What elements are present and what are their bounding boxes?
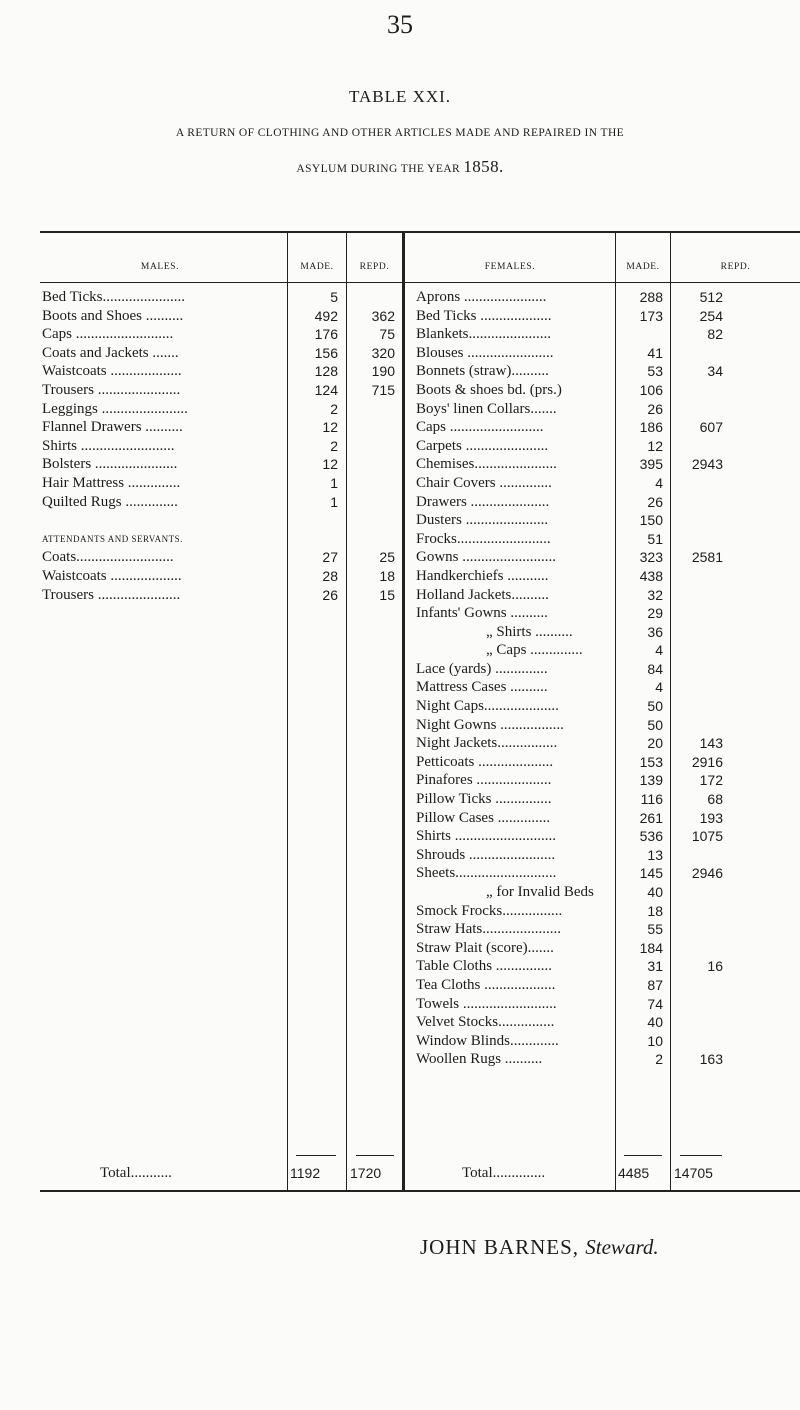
females-item-cell: Shirts ........................... [416, 828, 557, 845]
females-made-cell: 84 [647, 660, 663, 677]
females-item-cell: Holland Jackets.......... [416, 586, 549, 603]
males-repd-cell [347, 474, 395, 493]
females-repd-cell: 172 [699, 772, 723, 789]
males-made-cell: 12 [322, 419, 338, 436]
males-made-column [288, 288, 338, 604]
females-item-cell: Carpets ...................... [416, 437, 549, 454]
females-item-cell: Pillow Ticks ............... [416, 791, 552, 808]
males-made-cell: 27 [322, 549, 338, 566]
females-repd-cell [671, 567, 723, 586]
females-repd-cell [671, 976, 723, 995]
females-item-cell: Night Jackets................ [416, 735, 558, 752]
males-item-cell: Trousers ...................... [42, 381, 181, 398]
females-item-cell: Table Cloths ............... [416, 958, 553, 975]
males-item-cell: Caps .......................... [42, 326, 174, 343]
females-item-cell: Mattress Cases .......... [416, 679, 548, 696]
males-item-cell: Coats and Jackets ....... [42, 344, 179, 361]
females-item-cell: Chemises...................... [416, 456, 557, 473]
females-made-cell: 32 [647, 586, 663, 603]
females-made-cell: 36 [647, 623, 663, 640]
males-made-cell: 2 [330, 437, 338, 454]
females-repd-cell [671, 530, 723, 549]
females-made-cell: 288 [639, 289, 663, 305]
females-made-cell: 50 [647, 716, 663, 733]
males-repd-cell [347, 400, 395, 419]
males-made-cell: 156 [314, 344, 338, 361]
females-item-cell: Shrouds ....................... [416, 846, 556, 863]
females-made-cell: 173 [639, 307, 663, 324]
females-made-cell: 40 [647, 884, 663, 900]
females-made-cell: 55 [647, 921, 663, 938]
females-repd-cell: 607 [699, 419, 723, 436]
females-made-cell: 438 [639, 567, 663, 584]
males-repd-cell [347, 530, 395, 549]
signature-title: Steward. [585, 1235, 659, 1259]
females-made-cell: 536 [639, 828, 663, 845]
females-made-cell: 261 [639, 809, 663, 826]
males-repd-cell: 15 [379, 586, 395, 603]
males-made-cell: 176 [314, 326, 338, 343]
males-repd-cell: 18 [379, 567, 395, 584]
females-made-cell: 13 [647, 846, 663, 863]
males-made-cell: 28 [322, 567, 338, 584]
females-repd-cell: 512 [699, 289, 723, 305]
females-item-cell: Lace (yards) .............. [416, 660, 548, 677]
females-item-cell: Woollen Rugs .......... [416, 1051, 543, 1068]
females-repd-cell: 34 [707, 363, 723, 380]
females-repd-cell: 82 [707, 326, 723, 343]
males-item-cell: Coats.......................... [42, 549, 174, 566]
females-repd-cell: 2946 [691, 865, 723, 882]
females-repd-cell: 1075 [691, 828, 723, 845]
header-males: MALES. [140, 262, 180, 272]
males-repd-cell: 715 [371, 381, 395, 398]
males-item-cell: Waistcoats ................... [42, 363, 182, 380]
females-item-cell: Window Blinds............. [416, 1032, 559, 1049]
females-repd-cell [671, 902, 723, 921]
males-item-cell: Waistcoats ................... [42, 567, 182, 584]
females-made-cell: 41 [647, 344, 663, 361]
females-made-cell: 4 [655, 679, 663, 696]
females-made-cell: 18 [647, 902, 663, 919]
males-item-cell: Bed Ticks...................... [42, 289, 185, 305]
females-made-cell: 184 [639, 939, 663, 956]
females-item-cell: Blankets...................... [416, 326, 551, 343]
males-item-cell: Hair Mattress .............. [42, 474, 181, 491]
males-made-cell [288, 511, 338, 530]
males-repd-column [347, 288, 395, 604]
females-repd-cell: 193 [699, 809, 723, 826]
females-repd-cell [671, 846, 723, 865]
females-item-cell: Bonnets (straw).......... [416, 363, 549, 380]
females-made-cell: 139 [639, 772, 663, 789]
females-item-cell: Sheets........................... [416, 865, 557, 882]
females-repd-column [671, 288, 723, 1069]
females-item-cell: Pinafores .................... [416, 772, 552, 789]
signature-name: JOHN BARNES, [420, 1235, 580, 1259]
females-item-cell: Handkerchiefs ........... [416, 567, 549, 584]
females-made-total-rule [624, 1155, 662, 1156]
column-divider-center [402, 233, 405, 1190]
males-made-cell: 2 [330, 400, 338, 417]
males-repd-cell: 75 [379, 326, 395, 343]
males-made-cell: 1 [330, 474, 338, 491]
header-females-repd: REPD. [720, 262, 751, 272]
males-repd-cell: 190 [371, 363, 395, 380]
females-repd-cell [671, 1032, 723, 1051]
females-repd-cell: 163 [699, 1051, 723, 1068]
females-repd-cell [671, 716, 723, 735]
females-repd-cell: 143 [699, 735, 723, 752]
females-made-cell: 74 [647, 995, 663, 1012]
females-repd-cell [671, 344, 723, 363]
males-total-label: Total........... [100, 1165, 172, 1181]
males-made-cell: 128 [314, 363, 338, 380]
males-item-cell: Boots and Shoes .......... [42, 307, 184, 324]
females-made-cell: 150 [639, 512, 663, 529]
males-made-cell: 12 [322, 456, 338, 473]
females-repd-cell [671, 697, 723, 716]
females-item-column [416, 288, 612, 1069]
females-made-cell: 51 [647, 530, 663, 547]
females-item-cell: Petticoats .................... [416, 753, 554, 770]
signature [420, 1235, 659, 1260]
females-made-cell: 186 [639, 419, 663, 436]
females-made-cell: 4 [655, 474, 663, 491]
females-repd-cell [671, 623, 723, 642]
females-repd-cell: 2943 [691, 456, 723, 473]
males-made-cell: 26 [322, 586, 338, 603]
females-made-cell: 106 [639, 381, 663, 398]
males-item-cell [42, 511, 284, 530]
females-made-cell: 87 [647, 976, 663, 993]
males-repd-cell [347, 493, 395, 512]
header-males-made: MADE. [300, 262, 334, 272]
females-repd-cell [671, 400, 723, 419]
females-item-cell: Smock Frocks................ [416, 902, 563, 919]
males-made-cell: 1 [330, 493, 338, 510]
males-item-column [42, 288, 284, 604]
females-repd-cell: 68 [707, 791, 723, 808]
males-made-cell: 492 [314, 307, 338, 324]
subtitle-text: ASYLUM DURING THE YEAR [296, 163, 461, 175]
header-females: FEMALES. [484, 262, 536, 272]
females-made-cell: 50 [647, 698, 663, 715]
females-repd-cell [671, 660, 723, 679]
females-total-made: 4485 [618, 1165, 650, 1181]
females-item-cell: „ for Invalid Beds [486, 884, 594, 900]
males-repd-cell [347, 455, 395, 474]
females-repd-cell [671, 641, 723, 660]
table-subtitle-line2 [0, 157, 800, 177]
males-made-total-rule [296, 1155, 336, 1156]
females-item-cell: Gowns ......................... [416, 549, 557, 566]
males-repd-cell [347, 511, 395, 530]
males-item-cell: Quilted Rugs .............. [42, 493, 178, 510]
females-item-cell: Chair Covers .............. [416, 474, 552, 491]
header-females-made: MADE. [626, 262, 660, 272]
females-repd-total-rule [680, 1155, 722, 1156]
table-subtitle-line1: A RETURN OF CLOTHING AND OTHER ARTICLES MADE AND REPAIRED IN THE [175, 127, 625, 139]
males-repd-cell: 362 [371, 307, 395, 324]
females-made-cell: 395 [639, 456, 663, 473]
females-made-cell: 29 [647, 605, 663, 622]
males-repd-cell [347, 437, 395, 456]
females-repd-cell [671, 1013, 723, 1032]
females-item-cell: Straw Hats..................... [416, 921, 561, 938]
males-repd-total-rule [356, 1155, 394, 1156]
females-repd-cell [671, 604, 723, 623]
females-repd-cell [671, 493, 723, 512]
females-made-column [616, 288, 663, 1069]
table-top-rule [40, 231, 800, 233]
females-item-cell: Boots & shoes bd. (prs.) [416, 381, 562, 398]
females-item-cell: Night Caps.................... [416, 698, 559, 715]
males-repd-cell: 25 [379, 549, 395, 566]
females-repd-cell [671, 511, 723, 530]
females-repd-cell: 254 [699, 307, 723, 324]
females-item-cell: „ Shirts .......... [486, 623, 573, 640]
males-repd-cell [347, 288, 395, 307]
females-made-cell: 4 [655, 642, 663, 659]
males-total-made: 1192 [290, 1165, 321, 1181]
females-item-cell: Infants' Gowns .......... [416, 605, 548, 622]
table-title: TABLE XXI. [348, 87, 452, 106]
females-made-cell: 10 [647, 1032, 663, 1049]
females-item-cell: Straw Plait (score)....... [416, 939, 554, 956]
females-made-cell: 323 [639, 549, 663, 566]
females-made-cell: 26 [647, 493, 663, 510]
females-made-cell: 2 [655, 1051, 663, 1068]
females-made-cell: 26 [647, 400, 663, 417]
females-repd-cell [671, 939, 723, 958]
males-item-cell: Flannel Drawers .......... [42, 419, 183, 436]
females-item-cell: Caps ......................... [416, 419, 544, 436]
females-item-cell: Bed Ticks ................... [416, 307, 552, 324]
females-repd-cell: 16 [707, 958, 723, 975]
females-item-cell: Night Gowns ................. [416, 716, 564, 733]
females-repd-cell: 2916 [691, 753, 723, 770]
females-repd-cell [671, 437, 723, 456]
females-made-cell: 12 [647, 437, 663, 454]
females-made-cell [616, 325, 663, 344]
females-repd-cell [671, 678, 723, 697]
females-repd-cell [671, 474, 723, 493]
males-item-cell: Bolsters ...................... [42, 456, 178, 473]
males-made-cell: 5 [330, 289, 338, 305]
females-item-cell: „ Caps .............. [486, 642, 583, 659]
females-item-cell: Towels ......................... [416, 995, 557, 1012]
males-item-cell: Leggings ....................... [42, 400, 188, 417]
females-repd-cell [671, 883, 723, 902]
females-made-cell: 53 [647, 363, 663, 380]
header-males-repd: REPD. [359, 262, 390, 272]
females-item-cell: Pillow Cases .............. [416, 809, 551, 826]
males-repd-cell: 320 [371, 344, 395, 361]
table-bottom-rule [40, 1190, 800, 1192]
females-repd-cell [671, 586, 723, 605]
females-repd-cell [671, 381, 723, 400]
females-made-cell: 20 [647, 735, 663, 752]
males-item-cell: Shirts ......................... [42, 437, 175, 454]
females-item-cell: Drawers ..................... [416, 493, 550, 510]
page-number: 35 [387, 10, 413, 39]
females-made-cell: 153 [639, 753, 663, 770]
females-item-cell: Frocks......................... [416, 530, 551, 547]
males-made-cell [288, 530, 338, 549]
females-repd-cell [671, 995, 723, 1014]
females-item-cell: Dusters ...................... [416, 512, 549, 529]
females-repd-cell: 2581 [691, 549, 723, 566]
header-bottom-rule [40, 282, 800, 283]
females-total-repd: 14705 [674, 1165, 713, 1181]
females-item-cell: Aprons ...................... [416, 289, 547, 305]
males-made-cell: 124 [314, 381, 338, 398]
males-item-cell: ATTENDANTS AND SERVANTS. [42, 533, 183, 544]
females-total-label: Total.............. [462, 1165, 546, 1181]
males-total-repd: 1720 [350, 1165, 382, 1181]
females-item-cell: Boys' linen Collars....... [416, 400, 557, 417]
females-item-cell: Blouses ....................... [416, 344, 554, 361]
females-made-cell: 116 [640, 791, 663, 808]
females-made-cell: 145 [639, 865, 663, 882]
subtitle-year: 1858. [463, 157, 504, 176]
females-made-cell: 31 [647, 958, 663, 975]
males-repd-cell [347, 418, 395, 437]
females-item-cell: Velvet Stocks............... [416, 1014, 555, 1031]
males-item-cell: Trousers ...................... [42, 586, 181, 603]
females-repd-cell [671, 920, 723, 939]
females-made-cell: 40 [647, 1014, 663, 1031]
females-item-cell: Tea Cloths ................... [416, 976, 556, 993]
